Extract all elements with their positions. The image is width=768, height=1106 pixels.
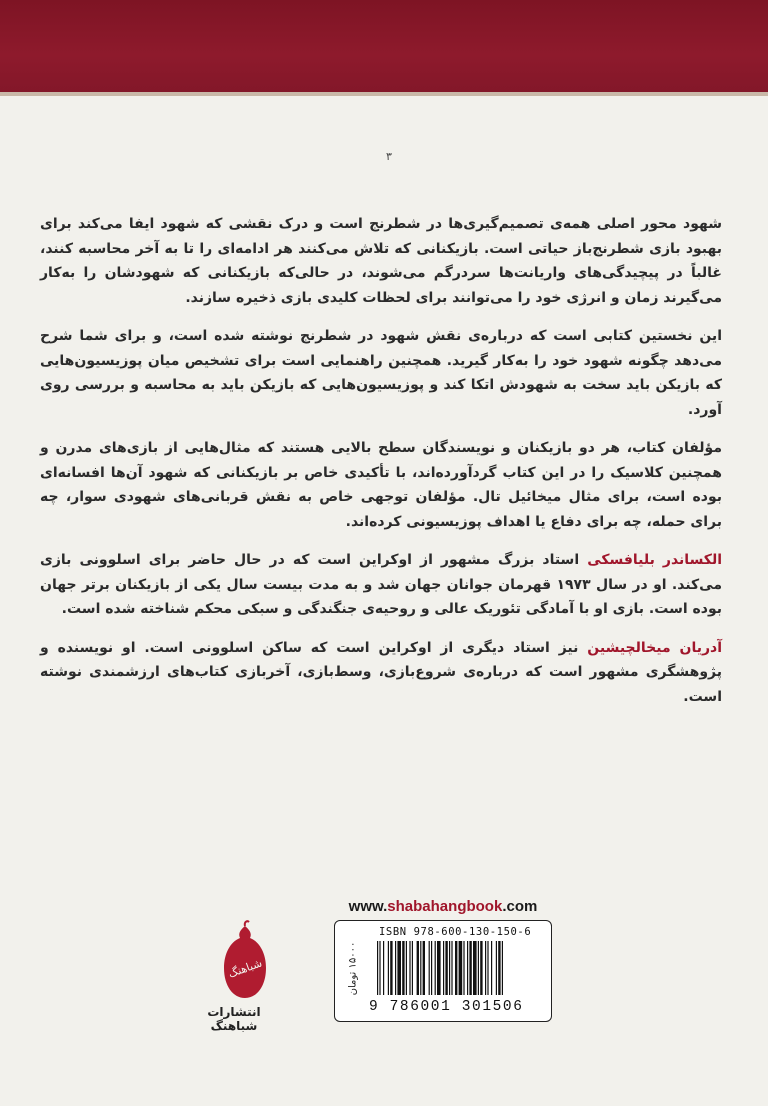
barcode-bar	[449, 941, 450, 995]
price-text: ۱۵۰۰۰ تومان	[347, 941, 359, 996]
barcode-bar	[417, 941, 419, 995]
paragraph-author-2	[40, 636, 722, 710]
barcode-bar	[467, 941, 468, 995]
barcode-bar	[459, 941, 463, 995]
barcode-bar	[478, 941, 479, 995]
barcode-bar	[480, 941, 482, 995]
paragraph-book-purpose: این نخستین کتابی است که درباره‌ی نقش شهود در شطرنج نوشته شده است، و برای شما شرح می‌دهد چگونه شهود خود را به‌کار گیرید. همچنین راهنمایی است برای تشخیص میان پوزیسیون‌هایی که بازیکن باید سخت به شهودش اتکا کند و پوزیسیون‌هایی که بازیکن باید به محاسبه و بررسی روی آورد.	[40, 328, 722, 418]
barcode-bar	[406, 941, 407, 995]
barcode-bar	[443, 941, 444, 995]
barcode-bar	[412, 941, 413, 995]
website-url[interactable]	[334, 898, 552, 915]
barcode-bar	[379, 941, 380, 995]
barcode-digits: 9 786001 301506	[369, 999, 524, 1015]
barcode-bar	[395, 941, 396, 995]
barcode-bar	[496, 941, 497, 995]
barcode-bar	[429, 941, 430, 995]
barcode-bar	[435, 941, 436, 995]
back-cover-blurb	[40, 212, 722, 723]
barcode-bar	[383, 941, 384, 995]
barcode-bar	[498, 941, 500, 995]
paragraph-author-1	[40, 548, 722, 622]
barcode-bar	[469, 941, 471, 995]
barcode-bar	[437, 941, 441, 995]
barcode-bar	[423, 941, 425, 995]
website-suffix: .com	[502, 898, 538, 915]
publisher-logo-icon	[220, 920, 270, 1002]
barcode-bar	[463, 941, 464, 995]
barcode-panel	[334, 920, 552, 1022]
website-prefix: www.	[348, 898, 388, 915]
barcode-bar	[409, 941, 410, 995]
top-color-band	[0, 0, 768, 92]
paragraph-intro: شهود محور اصلی همه‌ی تصمیم‌گیری‌ها در شطرنج است و درک نقشی که شهود ایفا می‌کند برای بهبود بازی شطرنج‌باز حیاتی است. بازیکنانی که تلاش می‌کنند هر ادامه‌ای را تا به آخر محاسبه کنند، غالباً در پیچیدگی‌های واریانت‌ها سردرگم می‌شوند، در حالی‌که بازیکنانی که شهودشان را به‌کار می‌گیرند زمان و انرژی خود را می‌توانند برای لحظات کلیدی بازی ذخیره سازند.	[40, 216, 722, 306]
author-bio-1: استاد بزرگ مشهور از اوکراین است که در حال حاضر برای اسلوونی بازی می‌کند. او در سال ۱۹۷۳ قهرمان جوانان جهان شد و به مدت بیست سال یکی از بازیکنان برتر جهان بوده است. بازی او با آمادگی تئوریک عالی و روحیه‌ی جنگندگی و سبکی محکم شناخته شده است.	[40, 552, 723, 617]
barcode-bar	[420, 941, 421, 995]
isbn-label: ISBN 978-600-130-150-6	[379, 926, 532, 938]
logo-text: شباهنگ	[226, 956, 264, 981]
barcode-bar	[491, 941, 492, 995]
author-name-2: آدریان میخالچیشین	[587, 639, 722, 656]
website-brand: shabahangbook	[387, 898, 503, 915]
barcode-bar	[502, 941, 503, 995]
barcode-bar	[390, 941, 392, 995]
barcode-bar	[487, 941, 488, 995]
barcode-bar	[451, 941, 452, 995]
price-label	[343, 933, 363, 1013]
publisher-name: انتشارات شباهنگ	[207, 1005, 261, 1033]
barcode-bar	[445, 941, 447, 995]
page-number: ۳	[386, 150, 392, 163]
barcode-bar	[402, 941, 404, 995]
barcode-bar	[431, 941, 432, 995]
band-divider	[0, 92, 768, 96]
author-name-1: الکساندر بلیافسکی	[587, 552, 723, 568]
barcode-bar	[397, 941, 401, 995]
barcode-bar	[455, 941, 457, 995]
barcode-bar	[473, 941, 477, 995]
author-bio-2: نیز استاد دیگری از اوکراین است که ساکن اسلوونی است. او نویسنده و پژوهشگری مشهور است که درباره‌ی شروع‌بازی، وسط‌بازی، آخربازی کتاب‌های ارزشمندی نوشته است.	[40, 639, 722, 705]
barcode-bar	[388, 941, 389, 995]
barcode-bar	[377, 941, 378, 995]
barcode-icon	[375, 941, 545, 997]
barcode-bar	[485, 941, 486, 995]
paragraph-authors: مؤلفان کتاب، هر دو بازیکنان و نویسندگان سطح بالایی هستند که مثال‌هایی از بازی‌های مدرن و همچنین کلاسیک را در این کتاب گردآورده‌اند، با تأکیدی خاص بر بازیکنانی که شهود آن‌ها افسانه‌ای بوده است، برای مثال میخائیل تال. مؤلفان توجهی خاص به نقش قربانی‌های شهودی سوار، چه برای حمله، چه برای دفاع یا اهداف پوزیسیونی کرده‌اند.	[40, 440, 722, 530]
